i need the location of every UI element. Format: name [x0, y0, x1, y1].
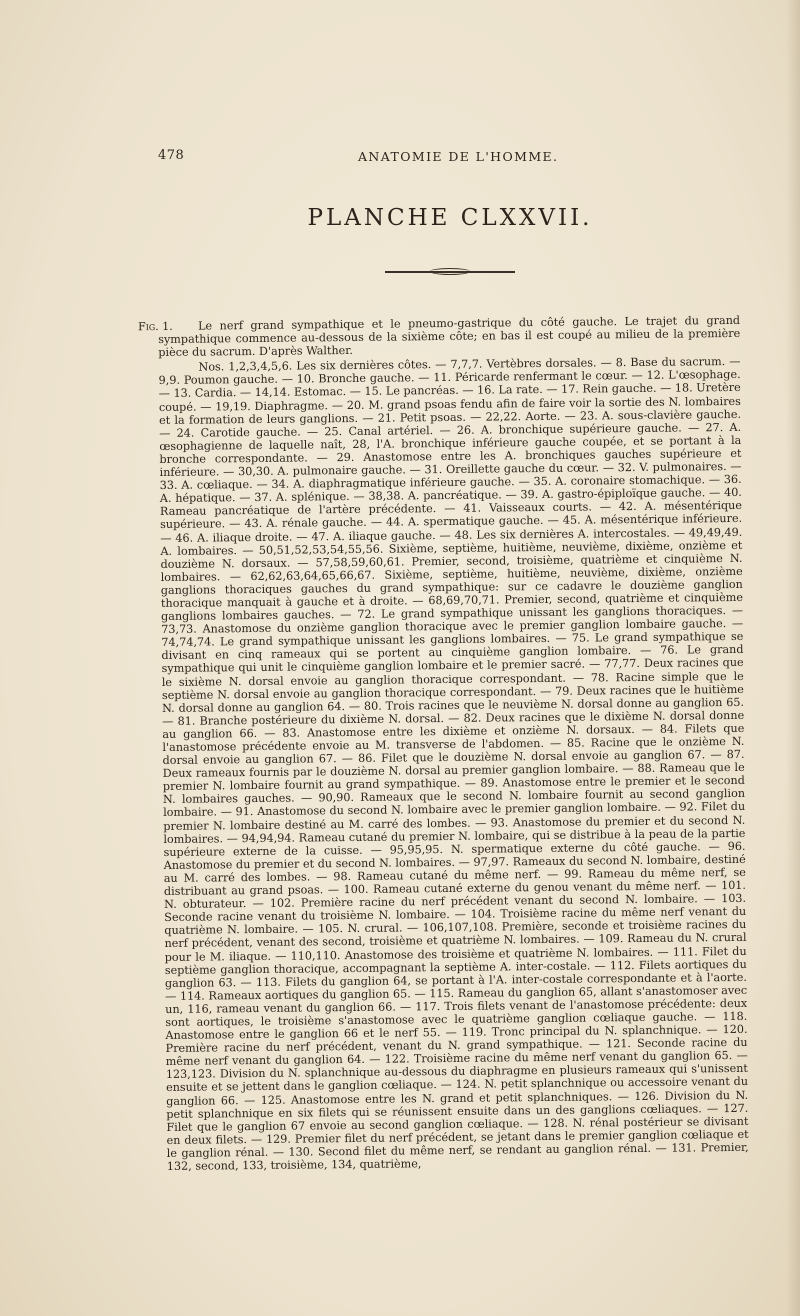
figure-intro: Le nerf grand sympathique et le pneumo-gastrique du côté gauche. Le trajet du grand sympathique commence au-dessous de la sixième côte; en bas il est coupé au milieu de la première pièce du sacrum. D'après Walther.: [158, 313, 741, 360]
figure-label: Fig. 1.: [138, 319, 173, 334]
figure-legend: Nos. 1,2,3,4,5,6. Les six dernières côtes. — 7,7,7. Vertèbres dorsales. — 8. Base du sacrum. — 9,9. Poumon gauche. — 10. Bronche gauche. — 11. Péricarde renfermant le cœur. — 12. L'œsophage. — 13. Cardia. — 14,14. Estomac. — 15. Le pancréas. — 16. La rate. — 17. Rein gauche. — 18. Uretère coupé. — 19,19. Diaphragme. — 20. M. grand psoas fendu afin de faire voir la sortie des N. lombaires et la formation de leurs ganglions. — 21. Petit psoas. — 22,22. Aorte. — 23. A. sous-clavière gauche. — 24. Carotide gauche. — 25. Canal artériel. — 26. A. bronchique supérieure gauche. — 27. A. œsophagienne de laquelle naît, 28, l'A. bronchique inférieure gauche coupée, et se portant à la bronche correspondante. — 29. Anastomose entre les A. bronchiques gauches supérieure et inférieure. — 30,30. A. pulmonaire gauche. — 31. Oreillette gauche du cœur. — 32. V. pulmonaires. — 33. A. cœliaque. — 34. A. diaphragmatique inférieure gauche. — 35. A. coronaire stomachique. — 36. A. hépatique. — 37. A. splénique. — 38,38. A. pancréatique. — 39. A. gastro-épiploïque gauche. — 40. Rameau pancréatique de l'artère précédente. — 41. Vaisseaux courts. — 42. A. mésentérique supérieure. — 43. A. rénale gauche. — 44. A. spermatique gauche. — 45. A. mésentérique inférieure. — 46. A. iliaque droite. — 47. A. iliaque gauche. — 48. Les six dernières A. intercostales. — 49,49,49. A. lombaires. — 50,51,52,53,54,55,56. Sixième, septième, huitième, neuvième, dixième, onzième et douzième N. dorsaux. — 57,58,59,60,61. Premier, second, troisième, quatrième et cinquième N. lombaires. — 62,62,63,64,65,66,67. Sixième, septième, huitième, neuvième, dixième, onzième ganglions thoraciques gauches du grand sympathique: sur ce cadavre le douzième ganglion thoracique manquait à gauche et à droite. — 68,69,70,71. Premier, second, quatrième et cinquième ganglions lombaires gauches. — 72. Le grand sympathique unissant les ganglions thoraciques. — 73,73. Anastomose du onzième ganglion thoracique avec le premier ganglion lombaire gauche. — 74,74,74. Le grand sympathique unissant les ganglions lombaires. — 75. Le grand sympathique se divisant en cinq rameaux qui se portent au cinquième ganglion lombaire. — 76. Le grand sympathique qui unit le cinquième ganglion lombaire et le premier sacré. — 77,77. Deux racines que le sixième N. dorsal envoie au ganglion thoracique correspondant. — 78. Racine simple que le septième N. dorsal envoie au ganglion thoracique correspondant. — 79. Deux racines que le huitième N. dorsal donne au ganglion 64. — 80. Trois racines que le neuvième N. dorsal donne au ganglion 65. — 81. Branche postérieure du dixième N. dorsal. — 82. Deux racines que le dixième N. dorsal donne au ganglion 66. — 83. Anastomose entre les dixième et onzième N. dorsaux. — 84. Filets que l'anastomose précédente envoie au M. transverse de l'abdomen. — 85. Racine que le onzième N. dorsal envoie au ganglion 67. — 86. Filet que le douzième N. dorsal envoie au ganglion 67. — 87. Deux rameaux fournis par le douzième N. dorsal au premier ganglion lombaire. — 88. Rameau que le premier N. lombaire fournit au grand sympathique. — 89. Anastomose entre le premier et le second N. lombaires gauches. — 90,90. Rameaux que le second N. lombaire fournit au second ganglion lombaire. — 91. Anastomose du second N. lombaire avec le premier ganglion lombaire. — 92. Filet du premier N. lombaire destiné au M. carré des lombes. — 93. Anastomose du premier et du second N. lombaires. — 94,94,94. Rameau cutané du premier N. lombaire, qui se distribue à la peau de la partie supérieure externe de la cuisse. — 95,95,95. N. spermatique externe du côté gauche. — 96. Anastomose du premier et du second N. lombaires. — 97,97. Rameaux du second N. lombaire, destiné au M. carré des lombes. — 98. Rameau cutané du même nerf. — 99. Rameau du même nerf, se distribuant au grand psoas. — 100. Rameau cutané externe du genou venant du même nerf. — 101. N. obturateur. — 102. Première racine du nerf précédent venant du second N. lombaire. — 103. Seconde racine venant du troisième N. lombaire. — 104. Troisième racine du même nerf venant du quatrième N. lombaire. — 105. N. crural. — 106,107,108. Première, seconde et troisième racines du nerf précédent, venant des second, troisième et quatrième N. lombaires. — 109. Rameau du N. crural pour le M. iliaque. — 110,110. Anastomose des troisième et quatrième N. lombaires. — 111. Filet du septième ganglion thoracique, accompagnant la septième A. inter-costale. — 112. Filets aortiques du ganglion 63. — 113. Filets du ganglion 64, se portant à l'A. inter-costale correspondante et à l'aorte. — 114. Rameaux aortiques du ganglion 65. — 115. Rameau du ganglion 65, allant s'anastomoser avec un, 116, rameau venant du ganglion 66. — 117. Trois filets venant de l'anastomose précédente: deux sont aortiques, le troisième s'anastomose avec le quatrième ganglion cœliaque gauche. — 118. Anastomose entre le ganglion 66 et le nerf 55. — 119. Tronc principal du N. splanchnique. — 120. Première racine du nerf précédent, venant du N. grand sympathique. — 121. Seconde racine du même nerf venant du ganglion 64. — 122. Troisième racine du même nerf venant du ganglion 65. — 123,123. Division du N. splanchnique au-dessous du diaphragme en plusieurs rameaux qui s'unissent ensuite et se jettent dans le ganglion cœliaque. — 124. N. petit splanchnique ou accessoire venant du ganglion 66. — 125. Anastomose entre les N. grand et petit splanchniques. — 126. Division du N. petit splanchnique en six filets qui se réunissent ensuite dans un des ganglions cœliaques. — 127. Filet que le ganglion 67 envoie au second ganglion cœliaque. — 128. N. rénal postérieur se divisant en deux filets. — 129. Premier filet du nerf précédent, se jetant dans le premier ganglion cœliaque et le ganglion rénal. — 130. Second filet du même nerf, se rendant au ganglion rénal. — 131. Premier, 132, second, 133, troisième, 134, quatrième,: [158, 355, 749, 1173]
page-number: 478: [158, 148, 185, 163]
plate-title: PLANCHE CLXXVII.: [307, 205, 593, 231]
page-edge-shadow: [786, 0, 800, 1316]
title-ornament-divider: [385, 268, 515, 276]
plate-description: [138, 313, 749, 1173]
running-head: ANATOMIE DE L'HOMME.: [358, 149, 559, 164]
page-header: [158, 148, 758, 170]
